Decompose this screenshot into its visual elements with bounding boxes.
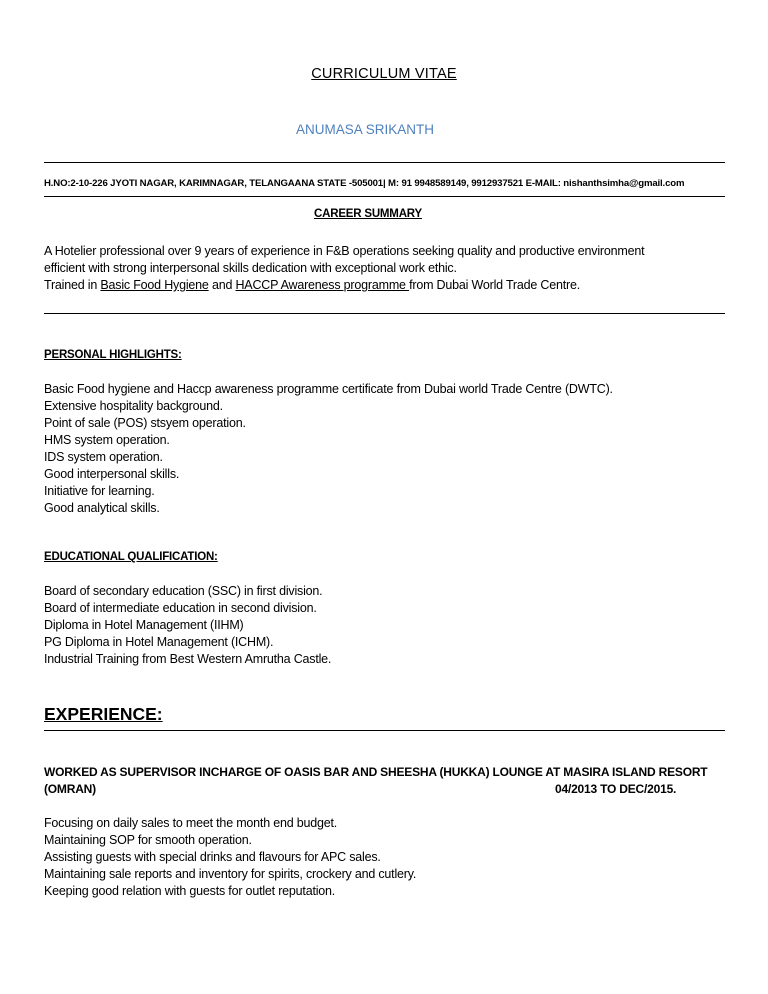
- candidate-name: ANUMASA SRIKANTH: [296, 122, 435, 137]
- job-period: 04/2013 TO DEC/2015.: [555, 782, 677, 796]
- experience-heading: EXPERIENCE:: [44, 704, 163, 724]
- career-line-3-prefix: Trained in: [44, 278, 101, 292]
- career-summary-text: [44, 243, 644, 294]
- contact-line: H.NO:2-10-226 JYOTI NAGAR, KARIMNAGAR, TELANGAANA STATE -505001| M: 91 9948589149, 9912937521 E-MAIL: nishanthsimha@gmail.com: [44, 178, 685, 189]
- list-item: IDS system operation.: [44, 450, 163, 464]
- personal-highlights-heading: PERSONAL HIGHLIGHTS:: [44, 349, 182, 361]
- job-title-line-2: (OMRAN): [44, 782, 96, 796]
- divider-contact: [44, 196, 725, 197]
- list-item: Board of secondary education (SSC) in first division.: [44, 584, 323, 598]
- list-item: Good analytical skills.: [44, 501, 160, 515]
- cv-title: CURRICULUM VITAE: [311, 66, 457, 82]
- job-title-line-1: WORKED AS SUPERVISOR INCHARGE OF OASIS BAR AND SHEESHA (HUKKA) LOUNGE AT MASIRA ISLAND RESORT: [44, 765, 708, 779]
- list-item: Keeping good relation with guests for outlet reputation.: [44, 884, 336, 898]
- list-item: Focusing on daily sales to meet the month end budget.: [44, 816, 338, 830]
- list-item: Assisting guests with special drinks and flavours for APC sales.: [44, 850, 381, 864]
- list-item: Maintaining SOP for smooth operation.: [44, 833, 252, 847]
- list-item: HMS system operation.: [44, 433, 170, 447]
- education-list: [44, 583, 331, 668]
- divider-career: [44, 313, 725, 314]
- career-summary-heading: CAREER SUMMARY: [314, 208, 422, 220]
- list-item: Extensive hospitality background.: [44, 399, 223, 413]
- list-item: Basic Food hygiene and Haccp awareness programme certificate from Dubai world Trade Centre (DWTC).: [44, 382, 613, 396]
- personal-highlights-list: [44, 381, 613, 517]
- divider-top: [44, 162, 725, 163]
- list-item: Diploma in Hotel Management (IIHM): [44, 618, 244, 632]
- career-line-1: A Hotelier professional over 9 years of experience in F&B operations seeking quality and productive environment: [44, 244, 645, 258]
- list-item: Point of sale (POS) stsyem operation.: [44, 416, 246, 430]
- divider-experience: [44, 730, 725, 731]
- educational-qualification-heading: EDUCATIONAL QUALIFICATION:: [44, 551, 218, 563]
- haccp-link: HACCP Awareness programme: [235, 278, 410, 292]
- list-item: Maintaining sale reports and inventory for spirits, crockery and cutlery.: [44, 867, 417, 881]
- career-line-2: efficient with strong interpersonal skills dedication with exceptional work ethic.: [44, 261, 457, 275]
- list-item: Industrial Training from Best Western Amrutha Castle.: [44, 652, 332, 666]
- career-line-3-mid: and: [208, 278, 236, 292]
- basic-food-hygiene-link: Basic Food Hygiene: [100, 278, 209, 292]
- list-item: Board of intermediate education in second division.: [44, 601, 317, 615]
- list-item: PG Diploma in Hotel Management (ICHM).: [44, 635, 274, 649]
- job-duties-list: [44, 815, 416, 900]
- list-item: Good interpersonal skills.: [44, 467, 180, 481]
- list-item: Initiative for learning.: [44, 484, 155, 498]
- career-line-3-suffix: from Dubai World Trade Centre.: [409, 278, 581, 292]
- career-line-3: [44, 277, 644, 294]
